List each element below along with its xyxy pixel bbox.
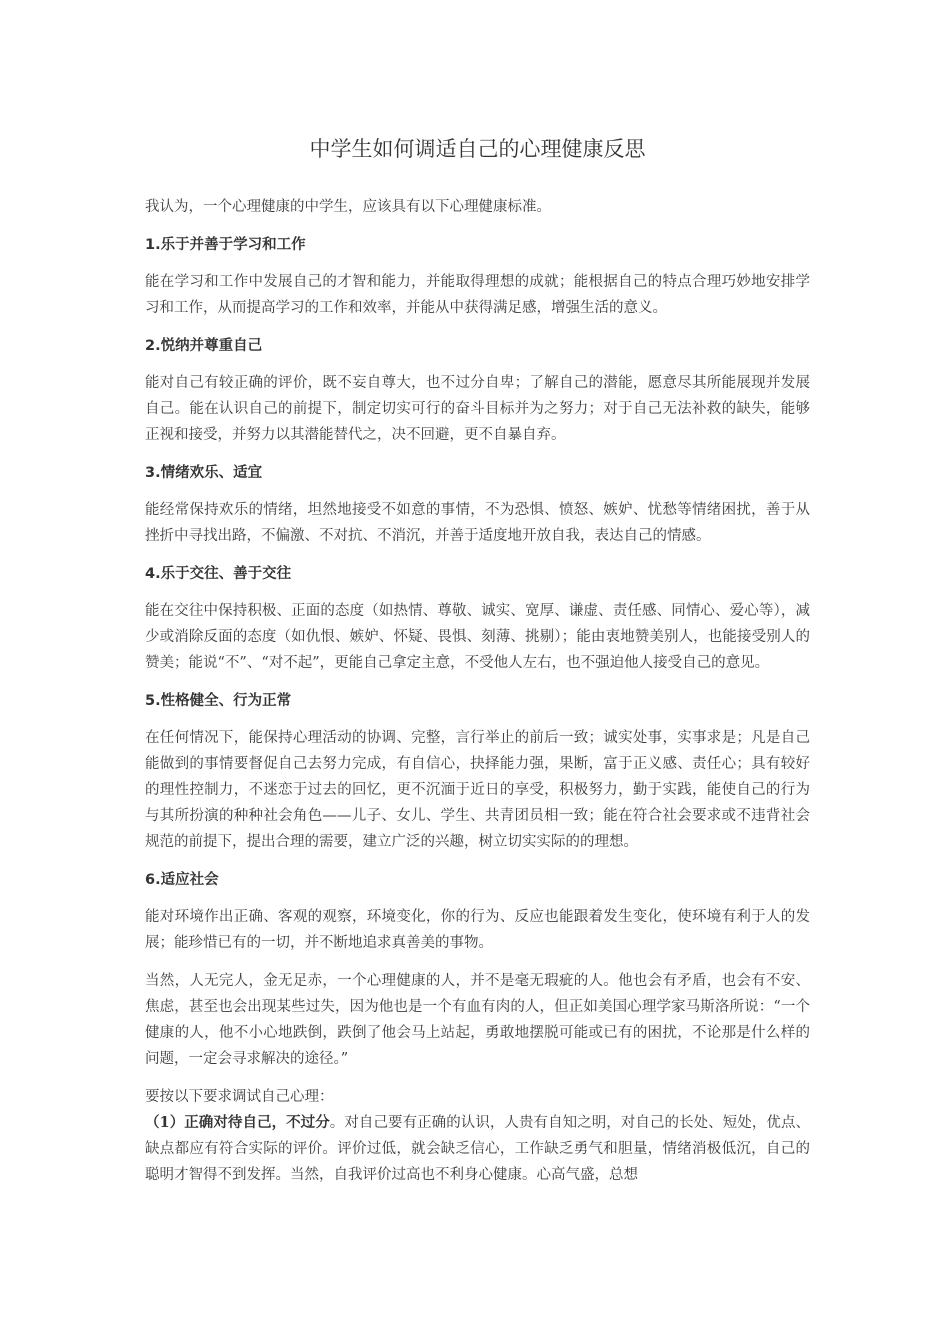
point-paragraph [145,1110,810,1188]
section-heading: 1.乐于并善于学习和工作 [145,237,306,253]
section-paragraph: 能对自己有较正确的评价，既不妄自尊大，也不过分自卑；了解自己的潜能，愿意尽其所能展现并发展自己。能在认识自己的前提下，制定切实可行的奋斗目标并为之努力；对于自己无法补救的缺失，能够正视和接受，并努力以其潜能替代之，决不回避，更不自暴自弃。 [145,375,810,443]
document-title: 中学生如何调适自己的心理健康反思 [309,137,646,161]
section-paragraph: 能对环境作出正确、客观的观察，环境变化，你的行为、反应也能跟着发生变化，使环境有利于人的发展；能珍惜已有的一切，并不断地追求真善美的事物。 [145,909,810,951]
section-paragraph: 在任何情况下，能保持心理活动的协调、完整，言行举止的前后一致；诚实处事，实事求是；凡是自己能做到的事情要督促自己去努力完成，有自信心，抉择能力强，果断，富于正义感、责任心；具有较好的理性控制力，不迷恋于过去的回忆，更不沉湎于近日的享受，积极努力，勤于实践，能使自己的行为与其所扮演的种种社会角色——儿子、女儿、学生、共青团员相一致；能在符合社会要求或不违背社会规范的前提下，提出合理的需要，建立广泛的兴趣，树立切实实际的的理想。 [145,730,810,850]
section-paragraph: 能在交往中保持积极、正面的态度（如热情、尊敬、诚实、宽厚、谦虚、责任感、同情心、爱心等），减少或消除反面的态度（如仇恨、嫉妒、怀疑、畏惧、刻薄、挑剔）；能由衷地赞美别人，也能接受别人的赞美；能说“不”、“对不起”，更能自己拿定主意，不受他人左右，也不强迫他人接受自己的意见。 [145,603,810,671]
conclusion-paragraph: 当然，人无完人，金无足赤，一个心理健康的人，并不是毫无瑕疵的人。他也会有矛盾，也会有不安、焦虑，甚至也会出现某些过失，因为他也是一个有血有肉的人，但正如美国心理学家马斯洛所说：“一个健康的人，他不小心地跌倒，跌倒了他会马上站起，勇敢地摆脱可能或已有的困扰，不论那是什么样的问题，一定会寻求解决的途径。” [145,973,810,1067]
document-body [145,132,810,1200]
point-text: 。对自己要有正确的认识，人贵有自知之明，对自己的长处、短处，优点、缺点都应有符合实际的评价。评价过低，就会缺乏信心，工作缺乏勇气和胆量，情绪消极低沉，自己的聪明才智得不到发挥。当然，自我评价过高也不利身心健康。心高气盛，总想 [145,1115,811,1183]
intro-paragraph: 我认为，一个心理健康的中学生，应该具有以下心理健康标准。 [145,199,551,215]
section-heading: 5.性格健全、行为正常 [145,693,292,709]
section-paragraph: 能在学习和工作中发展自己的才智和能力，并能取得理想的成就；能根据自己的特点合理巧妙地安排学习和工作，从而提高学习的工作和效率，并能从中获得满足感，增强生活的意义。 [145,274,810,316]
section-heading: 3.情绪欢乐、适宜 [145,465,263,481]
section-heading: 6.适应社会 [145,872,219,888]
point-label: （1）正确对待自己，不过分 [145,1114,330,1131]
adjust-intro: 要按以下要求调试自己心理： [145,1089,334,1105]
section-paragraph: 能经常保持欢乐的情绪，坦然地接受不如意的事情，不为恐惧、愤怒、嫉妒、忧愁等情绪困扰，善于从挫折中寻找出路，不偏激、不对抗、不消沉，并善于适度地开放自我，表达自己的情感。 [145,502,810,544]
section-heading: 4.乐于交往、善于交往 [145,566,292,582]
section-heading: 2.悦纳并尊重自己 [145,338,263,354]
